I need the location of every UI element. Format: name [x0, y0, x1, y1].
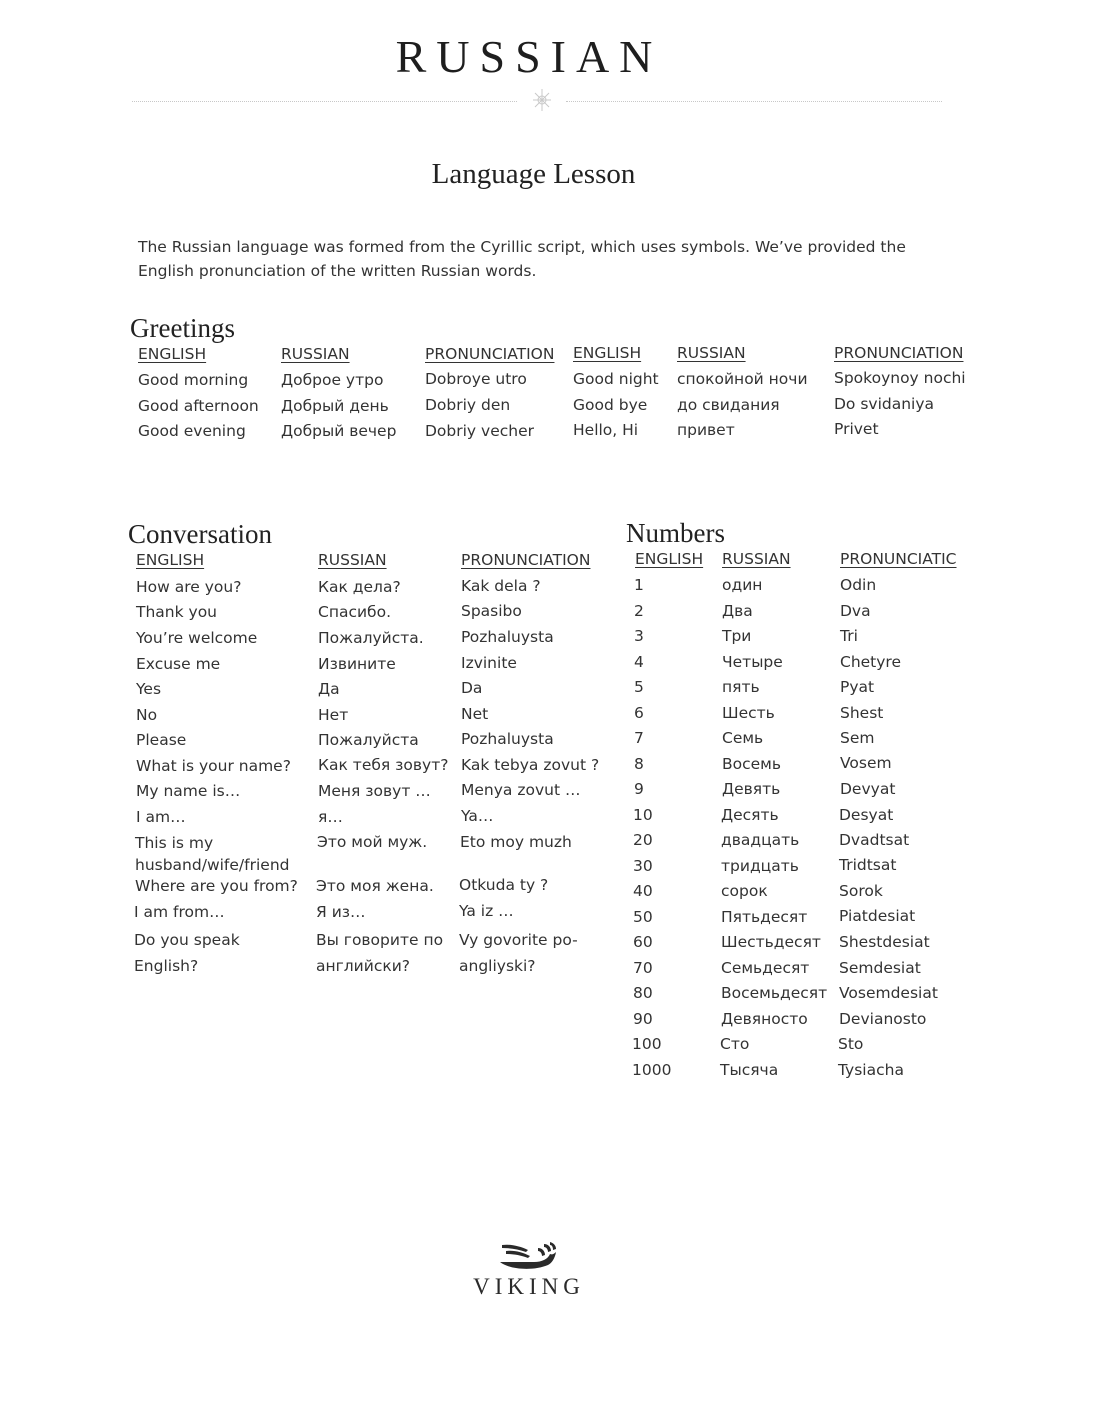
numbers-english: 2 — [634, 602, 644, 620]
numbers-english: 70 — [633, 959, 653, 977]
conversation-pronunciation: Otkuda ty ? — [459, 876, 549, 894]
numbers-russian: Восемьдесят — [721, 984, 828, 1002]
conversation-english: This is my husband/wife/friend — [135, 834, 290, 874]
page-subtitle: Language Lesson — [431, 158, 636, 190]
greetings-header-pronunciation: PRONUNCIATION — [425, 345, 555, 363]
conversation-russian: я… — [318, 808, 343, 826]
greetings-russian: привет — [677, 421, 735, 439]
conversation-russian: Я из… — [316, 903, 366, 921]
numbers-russian: Тысяча — [720, 1061, 779, 1079]
conversation-russian: Извините — [318, 655, 396, 673]
numbers-english: 7 — [634, 729, 644, 747]
intro-paragraph: The Russian language was formed from the Cyrillic script, which uses symbols. We’ve provided the English pronunciation of the written Russian words. — [138, 238, 906, 280]
numbers-english: 40 — [633, 882, 653, 900]
conversation-header-english: ENGLISH — [136, 551, 205, 569]
conversation-english: My name is… — [136, 782, 241, 800]
greetings-english: Good morning — [138, 371, 249, 389]
numbers-english: 80 — [633, 984, 653, 1002]
numbers-russian: Два — [722, 602, 753, 620]
title-divider-right — [566, 101, 942, 102]
numbers-english: 6 — [634, 704, 644, 722]
conversation-english: I am from… — [134, 903, 225, 921]
greetings-english: Good bye — [573, 396, 648, 414]
conversation-english: Excuse me — [136, 655, 221, 673]
numbers-russian: Девять — [722, 780, 781, 798]
greetings-english: Good afternoon — [138, 397, 259, 415]
numbers-pronunciation: Desyat — [839, 806, 894, 824]
greetings-russian: Добрый день — [281, 397, 389, 415]
conversation-russian: Нет — [318, 706, 349, 724]
conversation-russian: Это мой муж. — [317, 833, 428, 851]
conversation-pronunciation: Izvinite — [461, 654, 517, 672]
numbers-pronunciation: Tri — [840, 627, 858, 645]
conversation-english: Thank you — [136, 603, 217, 621]
ornament-icon — [524, 86, 560, 114]
conversation-pronunciation: Ya iz … — [459, 902, 514, 920]
numbers-russian: один — [722, 576, 763, 594]
conversation-english: No — [136, 706, 158, 724]
numbers-pronunciation: Shestdesiat — [839, 933, 930, 951]
numbers-english: 20 — [633, 831, 653, 849]
greetings-header-russian-2: RUSSIAN — [677, 344, 746, 362]
numbers-header-pronunciation: PRONUNCIATIC — [840, 550, 957, 568]
conversation-russian: Спасибо. — [318, 603, 392, 621]
numbers-pronunciation: Sto — [838, 1035, 864, 1053]
greetings-pronunciation: Spokoynoy nochi — [834, 369, 966, 387]
conversation-russian: Пожалуйста. — [318, 629, 424, 647]
numbers-russian: тридцать — [721, 857, 799, 875]
conversation-heading: Conversation — [128, 519, 272, 549]
conversation-english: Where are you from? — [135, 877, 298, 895]
numbers-pronunciation: Devianosto — [839, 1010, 927, 1028]
numbers-russian: Десять — [721, 806, 779, 824]
conversation-pronunciation: Pozhaluysta — [461, 730, 554, 748]
conversation-english: What is your name? — [136, 757, 291, 775]
conversation-english: You’re welcome — [136, 629, 258, 647]
numbers-pronunciation: Devyat — [840, 780, 896, 798]
numbers-english: 90 — [633, 1010, 653, 1028]
greetings-header-english-2: ENGLISH — [573, 344, 642, 362]
conversation-russian: Как дела? — [318, 578, 401, 596]
numbers-english: 30 — [633, 857, 653, 875]
greetings-russian: Добрый вечер — [281, 422, 397, 440]
page-title: RUSSIAN — [395, 31, 663, 82]
numbers-russian: Шестьдесят — [721, 933, 821, 951]
conversation-pronunciation: Vy govorite po-angliyski? — [459, 931, 578, 975]
greetings-pronunciation: Dobriy den — [425, 396, 511, 414]
conversation-header-pronunciation: PRONUNCIATION — [461, 551, 591, 569]
numbers-pronunciation: Sem — [840, 729, 875, 747]
greetings-english: Hello, Hi — [573, 421, 639, 439]
numbers-pronunciation: Odin — [840, 576, 877, 594]
numbers-heading: Numbers — [626, 518, 725, 548]
numbers-russian: сорок — [721, 882, 768, 900]
numbers-russian: Три — [722, 627, 752, 645]
greetings-pronunciation: Do svidaniya — [834, 395, 935, 413]
numbers-pronunciation: Sorok — [839, 882, 883, 900]
conversation-pronunciation: Eto moy muzh — [460, 833, 572, 851]
numbers-pronunciation: Vosem — [840, 754, 892, 772]
numbers-russian: Семьдесят — [721, 959, 810, 977]
conversation-pronunciation: Kak dela ? — [461, 577, 541, 595]
greetings-english: Good evening — [138, 422, 246, 440]
numbers-header-english: ENGLISH — [635, 550, 704, 568]
conversation-english: Please — [136, 731, 187, 749]
numbers-pronunciation: Tysiacha — [838, 1061, 904, 1079]
greetings-russian: до свидания — [677, 396, 780, 414]
conversation-pronunciation: Da — [461, 679, 483, 697]
conversation-english: How are you? — [136, 578, 242, 596]
conversation-pronunciation: Kak tebya zovut ? — [461, 756, 600, 774]
greetings-pronunciation: Dobroye utro — [425, 370, 527, 388]
numbers-english: 8 — [634, 755, 644, 773]
numbers-russian: Пятьдесят — [721, 908, 808, 926]
numbers-pronunciation: Chetyre — [840, 653, 902, 671]
numbers-english: 1 — [634, 576, 644, 594]
numbers-pronunciation: Dvadtsat — [839, 831, 910, 849]
numbers-english: 3 — [634, 627, 644, 645]
numbers-english: 50 — [633, 908, 653, 926]
numbers-russian: Восемь — [722, 755, 782, 773]
numbers-russian: Сто — [720, 1035, 750, 1053]
greetings-header-pronunciation-2: PRONUNCIATION — [834, 344, 964, 362]
numbers-pronunciation: Semdesiat — [839, 959, 921, 977]
greetings-pronunciation: Privet — [834, 420, 879, 438]
greetings-pronunciation: Dobriy vecher — [425, 422, 534, 440]
conversation-russian: Да — [318, 680, 340, 698]
numbers-pronunciation: Shest — [840, 704, 884, 722]
greetings-header-russian: RUSSIAN — [281, 345, 350, 363]
viking-wordmark: VIKING — [473, 1274, 585, 1299]
numbers-pronunciation: Piatdesiat — [839, 907, 916, 925]
greetings-russian: Доброе утро — [281, 371, 384, 389]
conversation-russian: Как тебя зовут? — [318, 756, 449, 774]
conversation-pronunciation: Net — [461, 705, 489, 723]
numbers-russian: Девяносто — [721, 1010, 808, 1028]
numbers-russian: двадцать — [721, 831, 800, 849]
numbers-pronunciation: Pyat — [840, 678, 875, 696]
conversation-pronunciation: Menya zovut … — [461, 781, 581, 799]
numbers-english: 9 — [634, 780, 644, 798]
numbers-header-russian: RUSSIAN — [722, 550, 791, 568]
numbers-russian: Семь — [722, 729, 764, 747]
conversation-russian: Меня зовут … — [318, 782, 431, 800]
viking-ship-logo-icon — [498, 1240, 560, 1274]
conversation-english: Do you speak English? — [134, 931, 240, 975]
numbers-english: 5 — [634, 678, 644, 696]
conversation-pronunciation: Ya… — [461, 807, 494, 825]
greetings-heading: Greetings — [130, 313, 235, 343]
numbers-pronunciation: Dva — [840, 602, 871, 620]
numbers-pronunciation: Vosemdesiat — [839, 984, 938, 1002]
numbers-russian: Шесть — [722, 704, 775, 722]
numbers-english: 1000 — [632, 1061, 672, 1079]
greetings-header-english: ENGLISH — [138, 345, 207, 363]
conversation-header-russian: RUSSIAN — [318, 551, 387, 569]
conversation-russian: Вы говорите по английски? — [316, 931, 444, 975]
numbers-english: 10 — [633, 806, 653, 824]
numbers-russian: Четыре — [722, 653, 783, 671]
numbers-english: 60 — [633, 933, 653, 951]
numbers-russian: пять — [722, 678, 760, 696]
conversation-pronunciation: Pozhaluysta — [461, 628, 554, 646]
numbers-english: 100 — [632, 1035, 662, 1053]
greetings-russian: спокойной ночи — [677, 370, 808, 388]
numbers-english: 4 — [634, 653, 644, 671]
conversation-russian: Пожалуйста — [318, 731, 419, 749]
conversation-pronunciation: Spasibo — [461, 602, 522, 620]
greetings-english: Good night — [573, 370, 659, 388]
conversation-russian: Это моя жена. — [316, 877, 434, 895]
numbers-pronunciation: Tridtsat — [839, 856, 897, 874]
title-divider-left — [132, 101, 517, 102]
conversation-english: I am… — [136, 808, 186, 826]
conversation-english: Yes — [136, 680, 162, 698]
